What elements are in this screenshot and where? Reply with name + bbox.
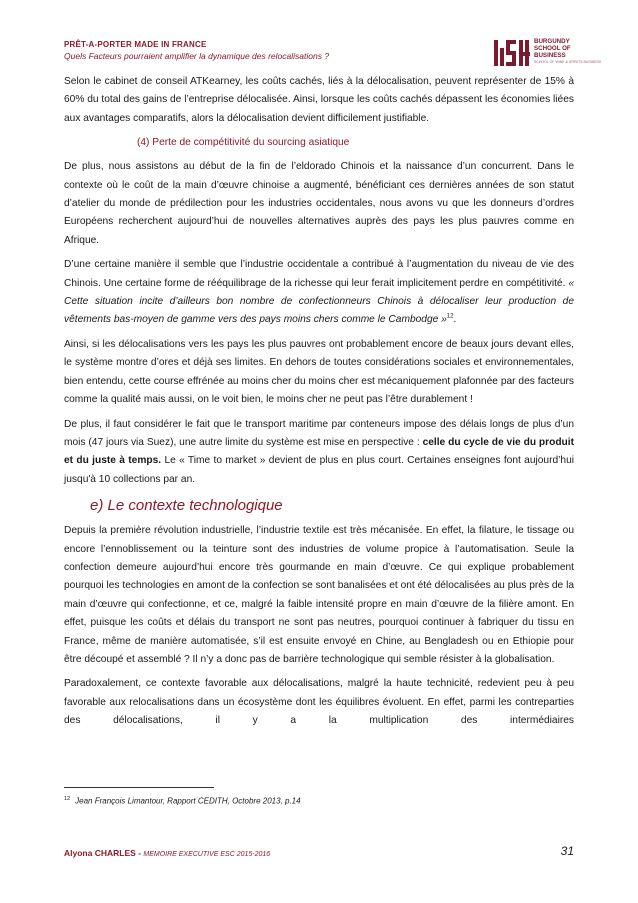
paragraph-maritime-transport [64,416,574,490]
footnote-number: 12 [64,796,71,802]
paragraph-chinese-eldorado: De plus, nous assistons au début de la fin de l’eldorado Chinois et la naissance d’un concurrent. Dans le contexte où le coût de la main d’œuvre chinoise a augmenté, bénéficiant ces dernières années de son statut d’atelier du monde de prédilection pour les industries occidentales, nous avons vu que les donneurs d’ordres Européens recherchent aujourd’hui de nouvelles alternatives auprès des pays les plus pauvres comme en Afrique. [64,161,574,246]
paragraph-western-industry: D’une certaine manière il semble que l’industrie occidentale a contribué à l’augmentation du niveau de vie des Chinois. Une certaine forme de rééquilibrage de la richesse qui leur ferait implicitement perdre en compétitivité. « Cette situation incite d’ailleurs bon nombre de confectionneurs Chinois à délocaliser leur production de vêtements bas-moyen de gamme vers des pays moins chers comme le Cambodge »$^{12}$. [64,259,574,326]
bold-emphasis: celle du cycle de vie du produit et du juste à temps. [64,436,574,467]
paragraph-paradox: Paradoxalement, ce contexte favorable aux délocalisations, malgré la haute technicité, redevient peu à peu favorable aux relocalisations dans un écosystème dont les équilibres évoluent. En effet, parmi les contreparties des délocalisations, il y a la multiplication des intermédiaires [64,678,574,727]
paragraph-system-limits: Ainsi, si les délocalisations vers les pays les plus pauvres ont probablement encore de beaux jours devant elles, le système montre d’ores et déjà ses limites. En dehors de toutes considérations sociales et environnementales, bien entendu, cette course effrénée au moins cher du moins cher est mécaniquement plafonnée par des facteurs comme la qualité mais aussi, on le voit bien, le moins cher ne peut pas l’être durablement ! [64,338,574,406]
page-number: 31 [560,844,574,858]
paragraph-hidden-costs: Selon le cabinet de conseil ATKearney, les coûts cachés, liés à la délocalisation, peuvent représenter de 15% à 60% du total des gains de l’entreprise délocalisée. Ainsi, lorsque les coûts cachés dépassent les économies liées aux avantages comparatifs, alors la délocalisation devient difficilement justifiable. [64,76,574,124]
logo-tagline: SCHOOL OF WINE & SPIRITS BUSINESS [534,60,602,64]
paragraph-text: Le « Time to market » devient de plus en plus court. Certaines enseignes font aujourd’hui jusqu'à 10 collections par an. [64,455,575,485]
footnote-text: Jean François Limantour, Rapport CEDITH, Octobre 2013, p.14 [75,796,301,806]
paragraph-text: D’une certaine manière il semble que l’industrie occidentale a contribué à l’augmentation du niveau de vie des Chinois. Une certaine forme de rééquilibrage de la richesse qui leur ferait implicitement perdre en compétitivité. [64,259,574,289]
paragraph-text: De plus, il faut considérer le fait que le transport maritime par conteneurs impose des délais longs de plus d’un mois (47 jours via Suez), une autre limite du système est mise en perspective : [64,418,574,448]
footnote [64,796,301,806]
page-footer [64,844,574,864]
burgundy-school-logo [494,38,602,72]
header-title: PRÊT-A-PORTER MADE IN FRANCE [64,40,207,49]
footer-author: Alyona CHARLES - [64,848,141,858]
header-subtitle: Quels Facteurs pourraient amplifier la dynamique des relocalisations ? [64,51,330,61]
footer-credit [64,848,270,858]
footnote-reference[interactable]: 12 [446,314,454,321]
section-heading: e) Le contexte technologique [90,497,283,515]
subheading-asian-sourcing: (4) Perte de compétitivité du sourcing asiatique [137,137,350,149]
citation-quote: « Cette situation incite d’ailleurs bon nombre de confectionneurs Chinois à délocaliser leur production de vêtements bas-moyen de gamme vers des pays moins chers comme le Cambodge » [64,277,574,326]
page-body [64,73,574,731]
footer-document: MEMOIRE EXECUTIVE ESC 2015-2016 [143,851,271,858]
footnote-divider [64,787,214,788]
paragraph-industrial-revolution: Depuis la première révolution industrielle, l’industrie textile est très mécanisée. En effet, la filature, le tissage ou encore l’ennoblissement ou la teinture sont des industries de volume propice à l’automatisation. Seule la confection demeure aujourd’hui encore très gourmande en main d’œuvre. Ce qui explique probablement pourquoi les technologies en amont de la confection se sont banalisées et ont été délocalisées au plus près de la main d’œuvre qui confectionne, et ce, malgré la faible intensité propre en main d’œuvre de la filière amont. En effet, puisque les coûts et délais du transport ne sont pas neutres, pourquoi continuer à fabriquer du tissu en France, même de manière automatisée, s’il est ensuite envoyé en Chine, au Bengladesh ou en Ethiopie pour être découpé et assemblé ? Il n’y a donc pas de barrière technologique qui semble résister à la globalisation. [64,525,574,665]
logo-wordmark: BURGUNDY SCHOOL OF BUSINESS [534,38,571,59]
logo-mark-icon [494,40,530,66]
